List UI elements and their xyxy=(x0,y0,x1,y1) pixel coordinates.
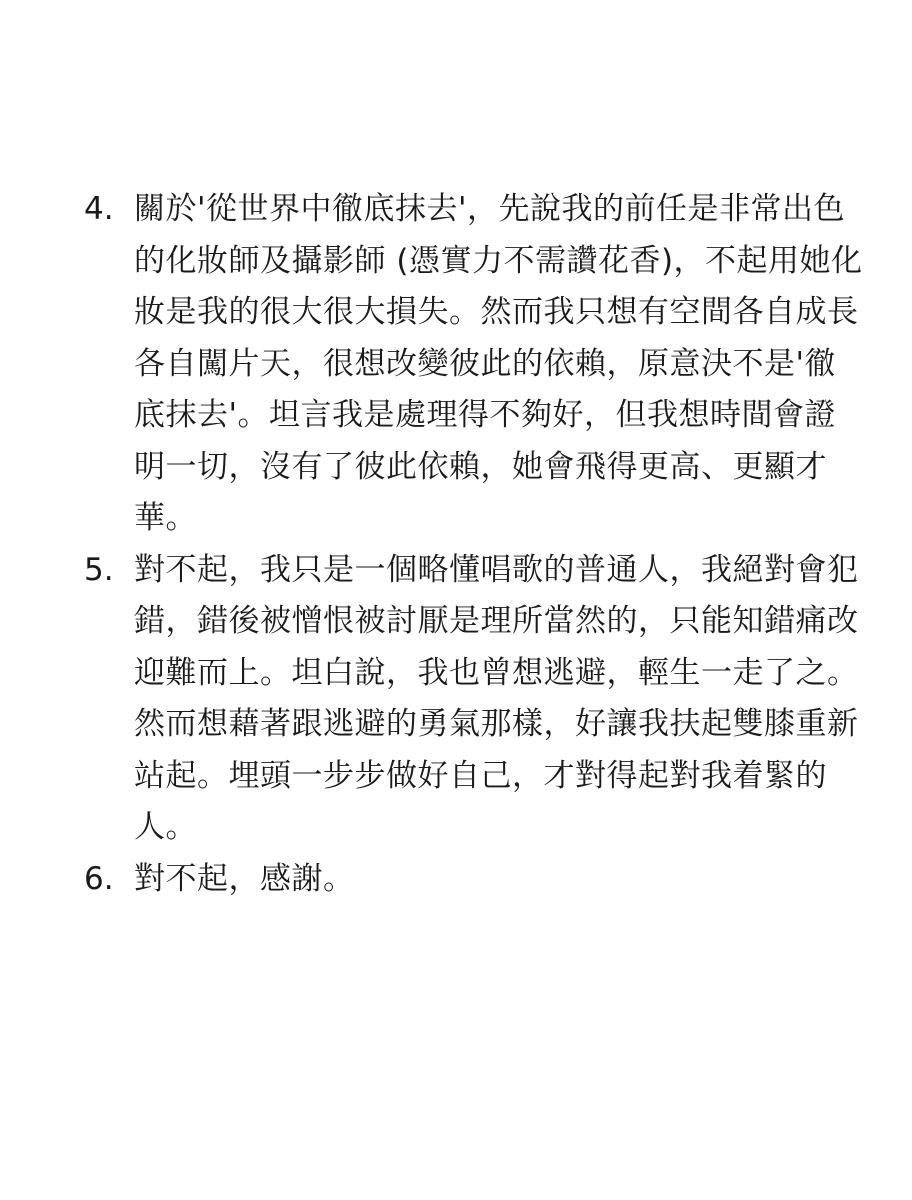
list-item-text: 關於'從世界中徹底抹去'，先說我的前任是非常出色的化妝師及攝影師 (憑實力不需讚花香)，不起用她化妝是我的很大很大損失。然而我只想有空間各自成長各自闖片天，很想改變彼此的依賴，原意決不是'徹底抹去'。坦言我是處理得不夠好，但我想時間會證明一切，沒有了彼此依賴，她會飛得更高、更顯才華。 xyxy=(134,191,863,536)
list-item-text: 對不起，我只是一個略懂唱歌的普通人，我絕對會犯錯，錯後被憎恨被討厭是理所當然的，只能知錯痛改迎難而上。坦白說，我也曾想逃避，輕生一走了之。然而想藉著跟逃避的勇氣那樣，好讓我扶起雙膝重新站起。埋頭一步步做好自己，才對得起對我着緊的人。 xyxy=(134,551,859,845)
numbered-list xyxy=(84,184,864,905)
list-item-number: 5. xyxy=(84,551,114,588)
list-item-number: 6. xyxy=(84,860,114,897)
list-item xyxy=(84,545,864,854)
list-item-text: 對不起，感謝。 xyxy=(134,860,355,897)
list-item-number: 4. xyxy=(84,191,114,227)
list-item xyxy=(84,854,864,906)
list-item xyxy=(84,184,864,545)
